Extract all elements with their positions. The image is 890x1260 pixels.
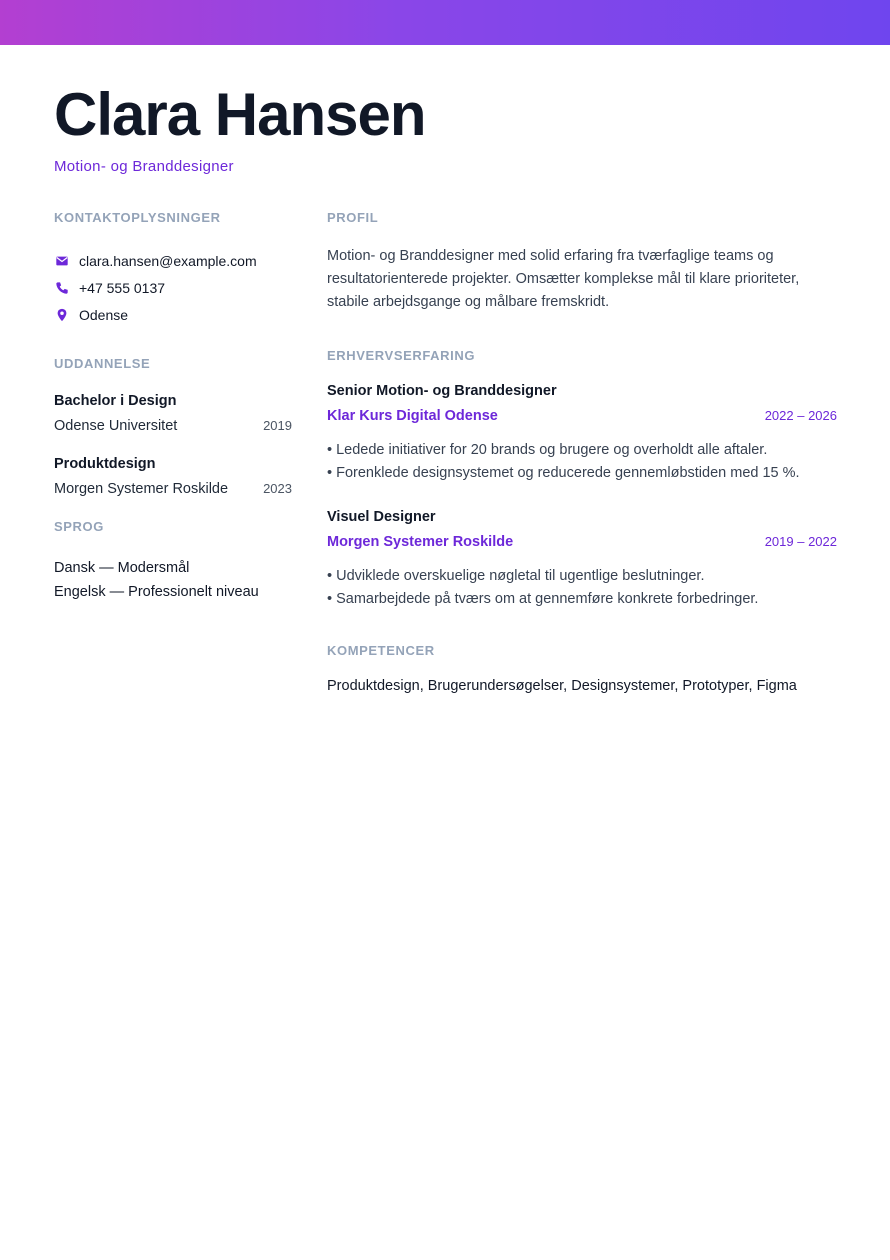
job-bullet: • Forenklede designsystemet og reducerede gennemløbstiden med 15 %.: [327, 465, 800, 481]
skills-heading: KOMPETENCER: [327, 643, 435, 658]
job-dates: 2019 – 2022: [764, 534, 837, 549]
education-degree: Bachelor i Design: [54, 393, 177, 409]
contact-phone-text: +47 555 0137: [79, 279, 166, 296]
experience-heading: ERHVERVSERFARING: [327, 348, 476, 363]
language-item: Engelsk — Professionelt niveau: [54, 584, 259, 600]
job-bullet: • Ledede initiativer for 20 brands og brugere og overholdt alle aftaler.: [327, 442, 768, 458]
candidate-name: Clara Hansen: [54, 81, 426, 148]
education-year: 2023: [263, 481, 292, 496]
languages-list: [54, 556, 292, 604]
job-bullets: [327, 439, 837, 485]
education-school: Odense Universitet: [54, 418, 178, 434]
education-year: 2019: [263, 418, 292, 433]
education-degree: Produktdesign: [54, 456, 156, 472]
job-bullet: • Udviklede overskuelige nøgletal til ugentlige beslutninger.: [327, 568, 705, 584]
contact-phone[interactable]: [54, 274, 292, 301]
job-company: Klar Kurs Digital Odense: [327, 408, 498, 424]
job-company: Morgen Systemer Roskilde: [327, 534, 514, 550]
languages-heading: SPROG: [54, 519, 104, 534]
contact-email-text: clara.hansen@example.com: [79, 252, 257, 269]
contact-location: [54, 301, 292, 328]
profile-heading: PROFIL: [327, 210, 379, 225]
job-bullet: • Samarbejdede på tværs om at gennemføre konkrete forbedringer.: [327, 591, 759, 607]
phone-icon: [54, 280, 69, 295]
education-heading: UDDANNELSE: [54, 356, 151, 371]
job-role: Visuel Designer: [327, 509, 436, 525]
main-column: [327, 210, 837, 694]
job-entry: [327, 383, 837, 485]
contact-list: [54, 247, 292, 328]
education-school: Morgen Systemer Roskilde: [54, 481, 229, 497]
contact-location-text: Odense: [79, 306, 129, 323]
job-role: Senior Motion- og Branddesigner: [327, 383, 557, 399]
language-item: Dansk — Modersmål: [54, 560, 190, 576]
job-entry: [327, 509, 837, 611]
mail-icon: [54, 253, 69, 268]
resume-header: [54, 81, 834, 175]
sidebar-column: [54, 210, 292, 604]
education-item: [54, 456, 292, 497]
contact-heading: KONTAKTOPLYSNINGER: [54, 210, 221, 225]
profile-text: Motion- og Branddesigner med solid erfaring fra tværfaglige teams og resultatorienterede projekter. Omsætter komplekse mål til klare prioriteter, stabile arbejdsgange og målbare fremskridt.: [327, 248, 800, 310]
header-gradient-band: [0, 0, 890, 45]
job-bullets: [327, 565, 837, 611]
education-list: [54, 393, 292, 497]
job-dates: 2022 – 2026: [764, 408, 837, 423]
contact-email[interactable]: [54, 247, 292, 274]
candidate-title: Motion- og Branddesigner: [54, 158, 234, 175]
skills-text: Produktdesign, Brugerundersøgelser, Designsystemer, Prototyper, Figma: [327, 678, 797, 694]
location-pin-icon: [54, 307, 69, 322]
education-item: [54, 393, 292, 434]
